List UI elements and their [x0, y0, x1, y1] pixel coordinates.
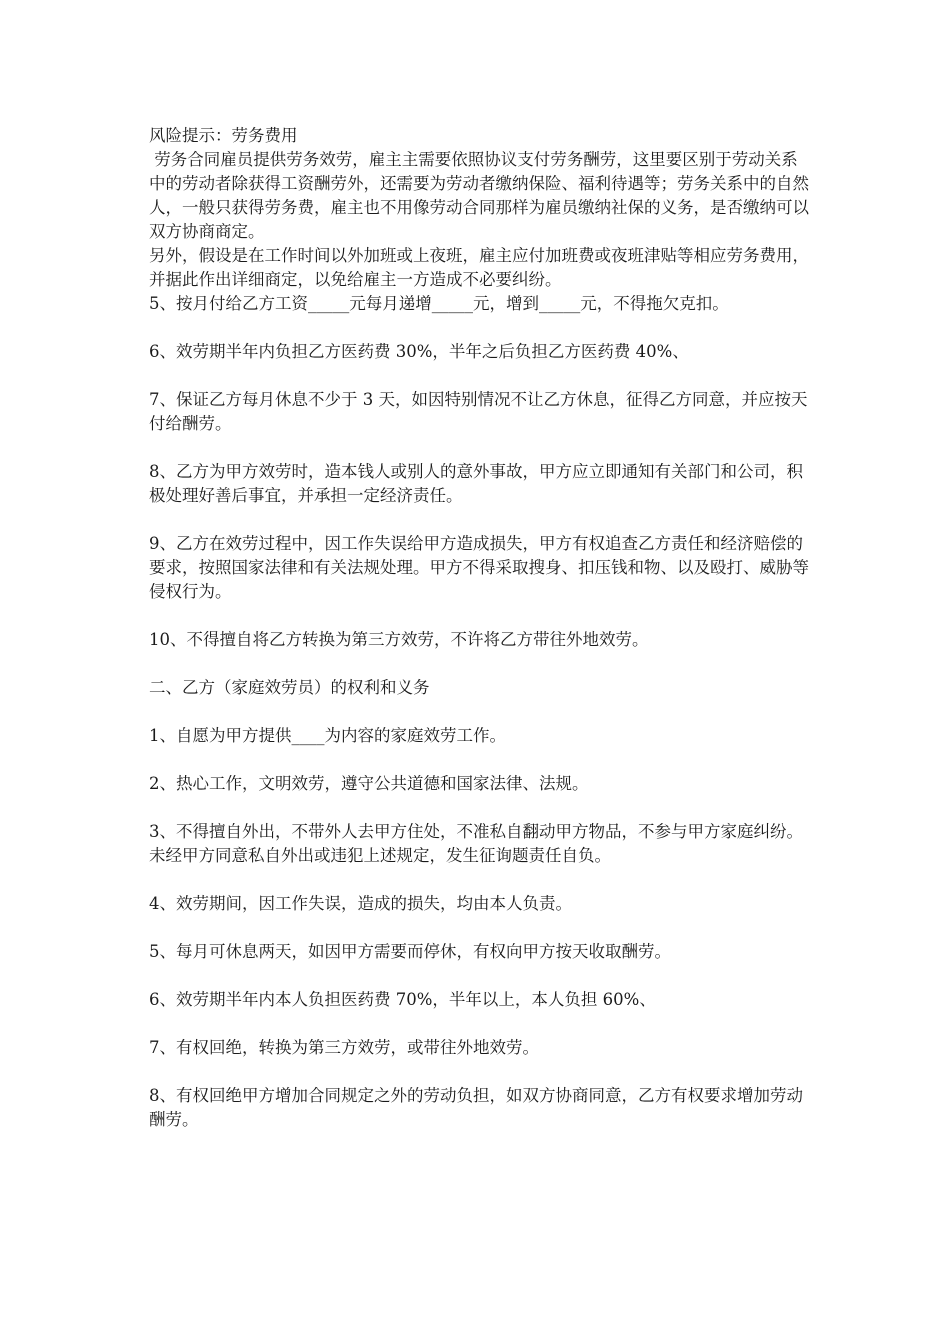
party-a-item-7: 7、保证乙方每月休息不少于 3 天，如因特别情况不让乙方休息，征得乙方同意，并应按天付给酬劳。 — [149, 390, 808, 433]
section-heading: 二、乙方（家庭效劳员）的权利和义务 — [149, 678, 430, 697]
party-b-item-1: 1、自愿为甲方提供____为内容的家庭效劳工作。 — [149, 726, 506, 745]
party-b-item-8: 8、有权回绝甲方增加合同规定之外的劳动负担，如双方协商同意，乙方有权要求增加劳动酬劳。 — [149, 1086, 803, 1129]
party-b-item-2: 2、热心工作，文明效劳，遵守公共道德和国家法律、法规。 — [149, 774, 589, 793]
document-page — [149, 124, 809, 1132]
party-a-item-9: 9、乙方在效劳过程中，因工作失误给甲方造成损失，甲方有权追查乙方责任和经济赔偿的要求，按照国家法律和有关法规处理。甲方不得采取搜身、扣压钱和物、以及殴打、威胁等侵权行为。 — [149, 534, 809, 601]
risk-title: 风险提示：劳务费用 — [149, 126, 298, 145]
party-b-item-6: 6、效劳期半年内本人负担医药费 70%，半年以上，本人负担 60%、 — [149, 990, 656, 1009]
party-a-item-10: 10、不得擅自将乙方转换为第三方效劳，不许将乙方带往外地效劳。 — [149, 630, 649, 649]
party-a-item-6: 6、效劳期半年内负担乙方医药费 30%，半年之后负担乙方医药费 40%、 — [149, 342, 689, 361]
risk-paragraph-2: 另外，假设是在工作时间以外加班或上夜班，雇主应付加班费或夜班津贴等相应劳务费用，并据此作出详细商定，以免给雇主一方造成不必要纠纷。 — [149, 246, 809, 289]
risk-paragraph-1: 劳务合同雇员提供劳务效劳，雇主主需要依照协议支付劳务酬劳，这里要区别于劳动关系中的劳动者除获得工资酬劳外，还需要为劳动者缴纳保险、福利待遇等；劳务关系中的自然人，一般只获得劳务费，雇主也不用像劳动合同那样为雇员缴纳社保的义务，是否缴纳可以双方协商商定。 — [149, 150, 809, 241]
party-a-item-5: 5、按月付给乙方工资_____元每月递增_____元，增到_____元，不得拖欠克扣。 — [149, 294, 729, 313]
party-b-item-3: 3、不得擅自外出，不带外人去甲方住处，不准私自翻动甲方物品，不参与甲方家庭纠纷。未经甲方同意私自外出或违犯上述规定，发生征询题责任自负。 — [149, 822, 803, 865]
party-a-item-8: 8、乙方为甲方效劳时，造本钱人或别人的意外事故，甲方应立即通知有关部门和公司，积极处理好善后事宜，并承担一定经济责任。 — [149, 462, 803, 505]
party-b-item-7: 7、有权回绝，转换为第三方效劳，或带往外地效劳。 — [149, 1038, 539, 1057]
party-b-item-4: 4、效劳期间，因工作失误，造成的损失，均由本人负责。 — [149, 894, 572, 913]
party-b-item-5: 5、每月可休息两天，如因甲方需要而停休，有权向甲方按天收取酬劳。 — [149, 942, 671, 961]
